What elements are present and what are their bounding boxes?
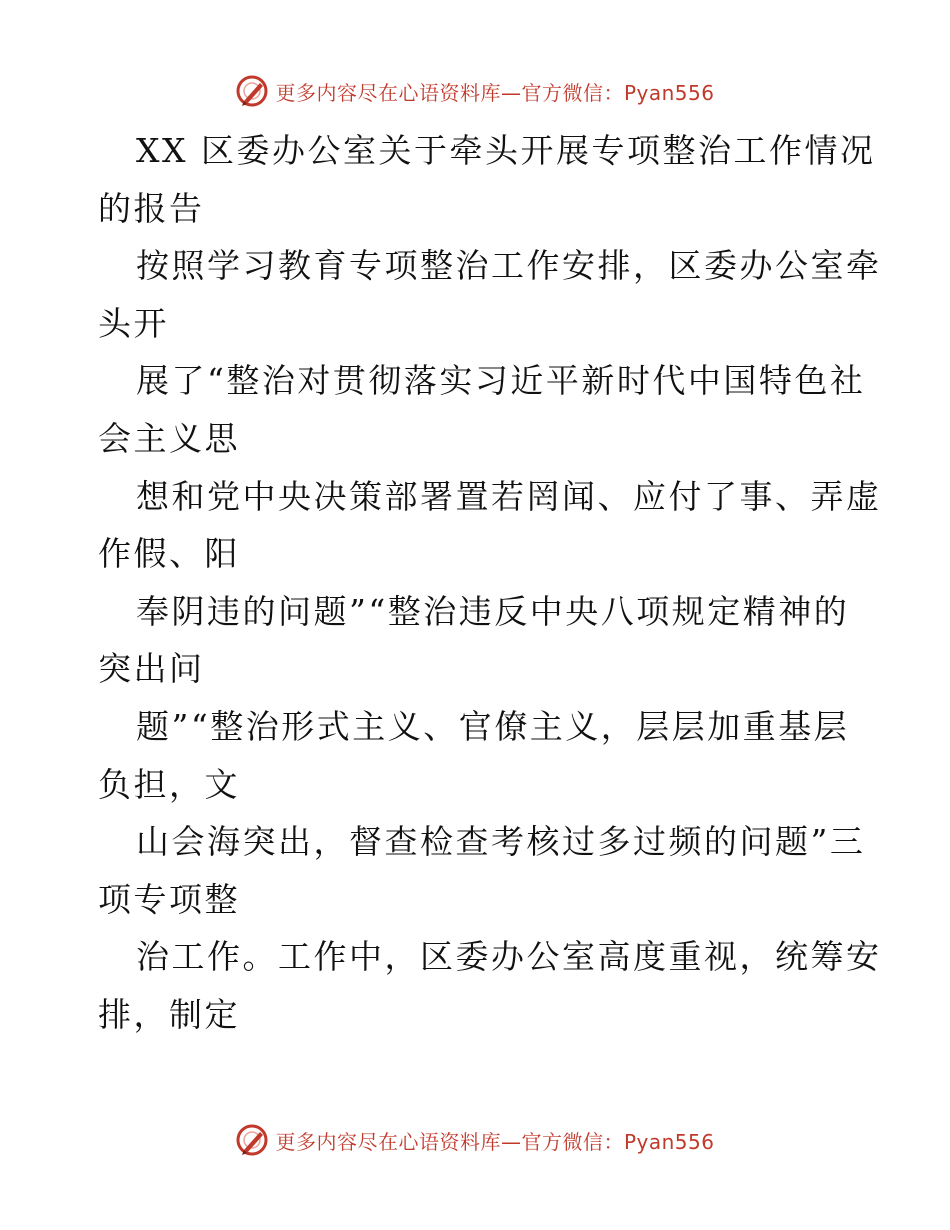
text-line: 的报告	[98, 188, 205, 228]
text-line: 项专项整	[98, 879, 240, 919]
text-line: 治工作。工作中，区委办公室高度重视，统筹安	[136, 937, 882, 977]
text-line: 奉阴违的问题”“整治违反中央八项规定精神的	[136, 591, 850, 631]
pen-seal-icon	[235, 74, 269, 108]
header-watermark	[0, 71, 950, 111]
text-line: 会主义思	[98, 418, 240, 458]
text-line: 山会海突出，督查检查考核过多过频的问题”三	[136, 822, 866, 862]
watermark-text: 更多内容尽在心语资料库—官方微信：Pyan556	[275, 1129, 715, 1154]
footer-watermark	[0, 1120, 950, 1160]
text-line: 排，制定	[98, 994, 240, 1034]
text-line: 突出问	[98, 649, 205, 689]
text-line: XX 区委办公室关于牵头开展专项整治工作情况	[136, 131, 876, 170]
text-line: 题”“整治形式主义、官僚主义，层层加重基层	[136, 706, 850, 746]
text-line: 负担，文	[98, 764, 240, 804]
text-line: 作假、阳	[98, 534, 240, 574]
watermark-text: 更多内容尽在心语资料库—官方微信：Pyan556	[275, 80, 715, 105]
text-line: 头开	[98, 303, 169, 343]
pen-seal-icon	[235, 1123, 269, 1157]
text-line: 想和党中央决策部署置若罔闻、应付了事、弄虚	[136, 476, 882, 516]
text-line: 展了“整治对贯彻落实习近平新时代中国特色社	[136, 361, 866, 401]
document-body	[98, 122, 882, 1044]
text-line: 按照学习教育专项整治工作安排，区委办公室牵	[136, 246, 882, 286]
